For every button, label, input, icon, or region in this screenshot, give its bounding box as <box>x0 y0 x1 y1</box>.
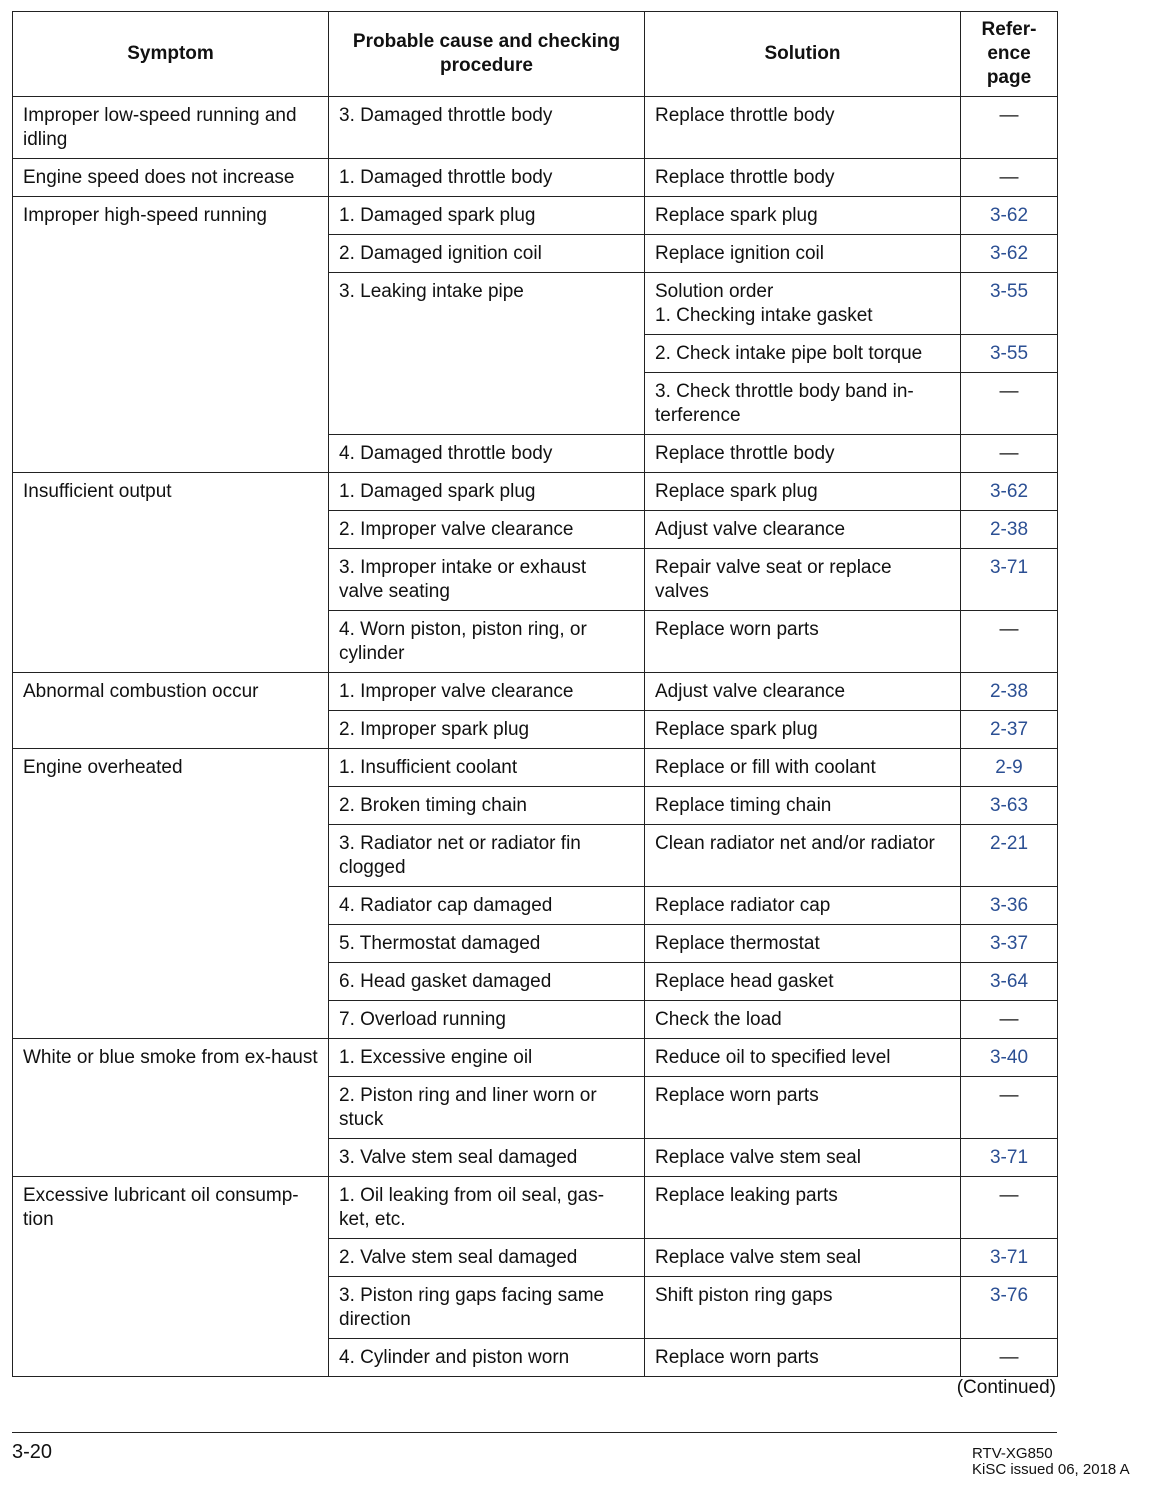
solution-cell: Replace worn parts <box>645 1077 961 1139</box>
cause-cell: 2. Valve stem seal damaged <box>329 1239 645 1277</box>
continued-note: (Continued) <box>956 1377 1056 1398</box>
solution-cell: Replace thermostat <box>645 925 961 963</box>
document-id <box>972 1446 1130 1478</box>
table-row <box>13 1177 1058 1239</box>
header-cause: Probable cause and checking procedure <box>329 12 645 97</box>
cause-cell: 2. Improper valve clearance <box>329 511 645 549</box>
symptom-cell: Abnormal combustion occur <box>13 673 329 749</box>
solution-cell: Replace leaking parts <box>645 1177 961 1239</box>
cause-cell: 7. Overload running <box>329 1001 645 1039</box>
reference-cell: — <box>961 97 1058 159</box>
solution-cell: Replace spark plug <box>645 197 961 235</box>
cause-cell: 1. Excessive engine oil <box>329 1039 645 1077</box>
solution-cell: Replace ignition coil <box>645 235 961 273</box>
reference-link[interactable]: 3-40 <box>961 1039 1058 1077</box>
reference-link[interactable]: 3-71 <box>961 1239 1058 1277</box>
table-row <box>13 749 1058 787</box>
reference-cell: — <box>961 611 1058 673</box>
cause-cell: 1. Damaged spark plug <box>329 473 645 511</box>
cause-cell: 6. Head gasket damaged <box>329 963 645 1001</box>
symptom-cell: Improper low-speed running and idling <box>13 97 329 159</box>
footer-divider <box>12 1432 1057 1433</box>
solution-cell: Replace timing chain <box>645 787 961 825</box>
cause-cell: 2. Damaged ignition coil <box>329 235 645 273</box>
cause-cell: 5. Thermostat damaged <box>329 925 645 963</box>
cause-cell: 4. Worn piston, piston ring, or cylinder <box>329 611 645 673</box>
symptom-cell: Insufficient output <box>13 473 329 673</box>
table-row <box>13 159 1058 197</box>
model-name: RTV-XG850 <box>972 1445 1053 1462</box>
reference-cell: — <box>961 1001 1058 1039</box>
reference-cell: — <box>961 435 1058 473</box>
solution-cell: 2. Check intake pipe bolt torque <box>645 335 961 373</box>
solution-cell: Replace spark plug <box>645 711 961 749</box>
reference-link[interactable]: 3-71 <box>961 549 1058 611</box>
reference-link[interactable]: 2-9 <box>961 749 1058 787</box>
reference-link[interactable]: 3-55 <box>961 273 1058 335</box>
solution-cell: Check the load <box>645 1001 961 1039</box>
solution-cell: Replace radiator cap <box>645 887 961 925</box>
table-header-row <box>13 12 1058 97</box>
solution-cell: Clean radiator net and/or radiator <box>645 825 961 887</box>
solution-cell: Replace or fill with coolant <box>645 749 961 787</box>
cause-cell: 3. Radiator net or radiator fin clogged <box>329 825 645 887</box>
header-symptom: Symptom <box>13 12 329 97</box>
solution-cell: Replace valve stem seal <box>645 1239 961 1277</box>
table-row <box>13 197 1058 235</box>
table-row <box>13 473 1058 511</box>
symptom-cell: Improper high-speed running <box>13 197 329 473</box>
solution-cell: Repair valve seat or replace valves <box>645 549 961 611</box>
table-row <box>13 1039 1058 1077</box>
solution-cell: Adjust valve clearance <box>645 673 961 711</box>
cause-cell: 1. Improper valve clearance <box>329 673 645 711</box>
cause-cell: 4. Radiator cap damaged <box>329 887 645 925</box>
page-number: 3-20 <box>12 1441 53 1463</box>
reference-link[interactable]: 3-62 <box>961 235 1058 273</box>
solution-cell: Replace head gasket <box>645 963 961 1001</box>
reference-cell: — <box>961 1339 1058 1377</box>
reference-cell: — <box>961 1077 1058 1139</box>
symptom-cell: White or blue smoke from ex-haust <box>13 1039 329 1177</box>
symptom-cell: Engine overheated <box>13 749 329 1039</box>
reference-link[interactable]: 3-64 <box>961 963 1058 1001</box>
solution-cell: Shift piston ring gaps <box>645 1277 961 1339</box>
reference-link[interactable]: 3-76 <box>961 1277 1058 1339</box>
reference-link[interactable]: 2-38 <box>961 511 1058 549</box>
solution-cell: 3. Check throttle body band in-terference <box>645 373 961 435</box>
reference-link[interactable]: 3-37 <box>961 925 1058 963</box>
cause-cell: 2. Piston ring and liner worn or stuck <box>329 1077 645 1139</box>
header-reference-page: Refer-ence page <box>961 12 1058 97</box>
cause-cell: 4. Cylinder and piston worn <box>329 1339 645 1377</box>
solution-cell: Replace throttle body <box>645 435 961 473</box>
cause-cell: 3. Damaged throttle body <box>329 97 645 159</box>
header-solution: Solution <box>645 12 961 97</box>
issue-info: KiSC issued 06, 2018 A <box>972 1461 1130 1478</box>
cause-cell: 3. Piston ring gaps facing same direction <box>329 1277 645 1339</box>
solution-cell: Replace valve stem seal <box>645 1139 961 1177</box>
reference-link[interactable]: 3-62 <box>961 473 1058 511</box>
solution-cell: Replace throttle body <box>645 97 961 159</box>
reference-link[interactable]: 3-55 <box>961 335 1058 373</box>
cause-cell: 3. Improper intake or exhaust valve seating <box>329 549 645 611</box>
solution-cell: Replace worn parts <box>645 1339 961 1377</box>
reference-cell: — <box>961 1177 1058 1239</box>
troubleshooting-table <box>12 11 1058 1377</box>
cause-cell: 3. Valve stem seal damaged <box>329 1139 645 1177</box>
cause-cell: 1. Oil leaking from oil seal, gas-ket, etc. <box>329 1177 645 1239</box>
solution-cell: Adjust valve clearance <box>645 511 961 549</box>
reference-link[interactable]: 3-62 <box>961 197 1058 235</box>
cause-cell: 3. Leaking intake pipe <box>329 273 645 435</box>
cause-cell: 1. Damaged spark plug <box>329 197 645 235</box>
reference-link[interactable]: 2-37 <box>961 711 1058 749</box>
symptom-cell: Excessive lubricant oil consump-tion <box>13 1177 329 1377</box>
solution-cell: Reduce oil to specified level <box>645 1039 961 1077</box>
cause-cell: 4. Damaged throttle body <box>329 435 645 473</box>
reference-link[interactable]: 2-38 <box>961 673 1058 711</box>
table-row <box>13 97 1058 159</box>
solution-cell: Replace throttle body <box>645 159 961 197</box>
solution-cell: Solution order 1. Checking intake gasket <box>645 273 961 335</box>
reference-link[interactable]: 3-36 <box>961 887 1058 925</box>
cause-cell: 2. Improper spark plug <box>329 711 645 749</box>
reference-link[interactable]: 3-71 <box>961 1139 1058 1177</box>
table-row <box>13 673 1058 711</box>
reference-link[interactable]: 3-63 <box>961 787 1058 825</box>
symptom-cell: Engine speed does not increase <box>13 159 329 197</box>
cause-cell: 1. Damaged throttle body <box>329 159 645 197</box>
cause-cell: 2. Broken timing chain <box>329 787 645 825</box>
reference-cell: — <box>961 373 1058 435</box>
cause-cell: 1. Insufficient coolant <box>329 749 645 787</box>
reference-cell: — <box>961 159 1058 197</box>
reference-link[interactable]: 2-21 <box>961 825 1058 887</box>
solution-cell: Replace worn parts <box>645 611 961 673</box>
solution-cell: Replace spark plug <box>645 473 961 511</box>
